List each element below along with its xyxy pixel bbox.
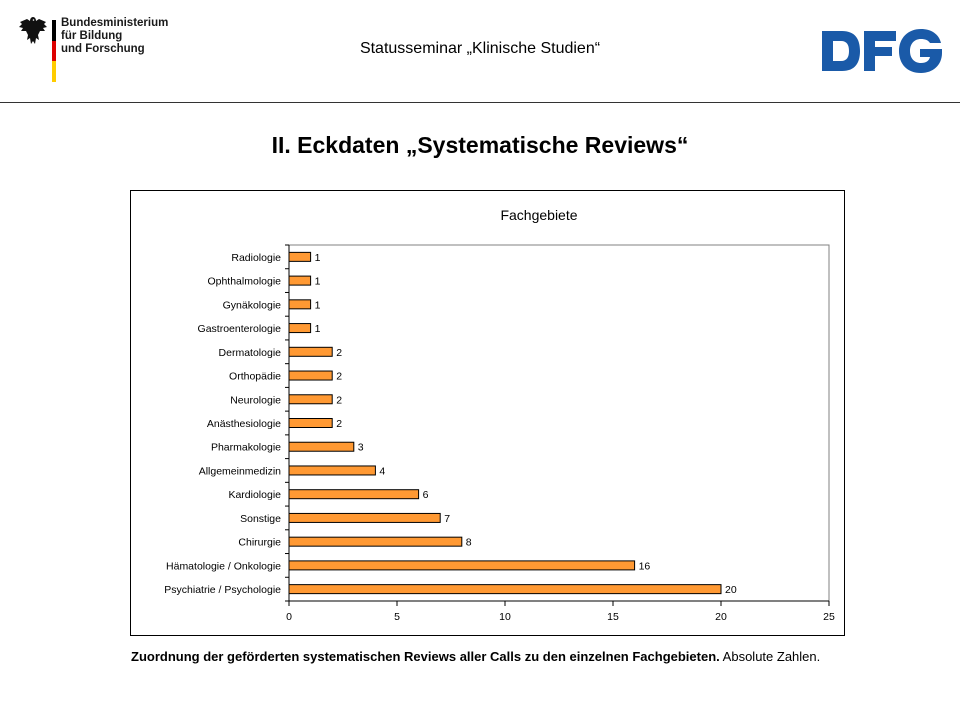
category-label: Gastroenterologie — [197, 323, 281, 336]
category-label: Ophthalmologie — [207, 275, 281, 288]
category-label: Pharmakologie — [210, 441, 281, 454]
bar — [289, 324, 311, 333]
plot-area — [289, 245, 829, 601]
figure-caption — [131, 646, 835, 668]
bar — [289, 513, 440, 522]
chart-container — [130, 190, 845, 636]
page-title: II. Eckdaten „Systematische Reviews“ — [271, 132, 689, 158]
bar — [289, 300, 311, 309]
bar — [289, 276, 311, 285]
x-tick-label: 10 — [499, 611, 511, 623]
category-label: Anästhesiologie — [206, 418, 281, 430]
bar — [289, 585, 721, 594]
ministry-line: und Forschung — [61, 43, 145, 55]
category-label: Neurologie — [230, 394, 281, 407]
x-tick-label: 25 — [823, 611, 835, 623]
data-label: 3 — [357, 441, 364, 454]
category-label: Hämatologie / Onkologie — [166, 560, 281, 573]
category-label: Dermatologie — [218, 346, 281, 359]
category-label: Orthopädie — [229, 370, 281, 383]
category-label: Gynäkologie — [222, 299, 281, 312]
data-label: 1 — [314, 299, 321, 312]
data-label: 16 — [638, 560, 651, 573]
dfg-logo — [820, 28, 944, 74]
ministry-line: Bundesministerium — [61, 17, 169, 29]
ministry-line: für Bildung — [61, 30, 123, 42]
bar — [289, 347, 332, 356]
bar — [289, 466, 375, 475]
bar — [289, 490, 419, 499]
category-label: Allgemeinmedizin — [198, 465, 281, 478]
header-divider — [0, 102, 960, 103]
data-label: 2 — [336, 370, 343, 383]
x-tick-label: 20 — [715, 611, 727, 623]
bar — [289, 442, 354, 451]
data-label: 1 — [314, 251, 321, 264]
category-label: Kardiologie — [228, 489, 281, 502]
data-label: 2 — [336, 346, 343, 359]
data-label: 8 — [465, 536, 472, 549]
data-label: 20 — [725, 584, 737, 597]
bar — [289, 537, 462, 546]
x-tick-label: 5 — [394, 611, 400, 623]
bar — [289, 395, 332, 404]
seminar-title: Statusseminar „Klinische Studien“ — [359, 40, 601, 57]
category-label: Sonstige — [240, 512, 281, 525]
bar-chart — [131, 191, 846, 637]
data-label: 7 — [444, 512, 451, 525]
bar — [289, 419, 332, 428]
category-label: Chirurgie — [238, 536, 281, 549]
bar — [289, 371, 332, 380]
data-label: 6 — [422, 489, 429, 502]
caption-bold: Zuordnung der geförderten systematischen Reviews aller Calls zu den einzelnen Fachgebieten. — [131, 649, 720, 664]
chart-title: Fachgebiete — [500, 207, 578, 223]
data-label: 1 — [314, 323, 321, 336]
data-label: 1 — [314, 275, 321, 288]
category-label: Psychiatrie / Psychologie — [164, 584, 281, 597]
category-label: Radiologie — [231, 251, 281, 264]
caption-normal: Absolute Zahlen. — [722, 649, 821, 664]
bar — [289, 561, 635, 570]
x-tick-label: 15 — [607, 611, 619, 623]
data-label: 2 — [336, 394, 343, 407]
bar — [289, 252, 311, 261]
data-label: 4 — [379, 465, 386, 478]
data-label: 2 — [336, 418, 343, 430]
x-tick-label: 0 — [286, 611, 292, 623]
